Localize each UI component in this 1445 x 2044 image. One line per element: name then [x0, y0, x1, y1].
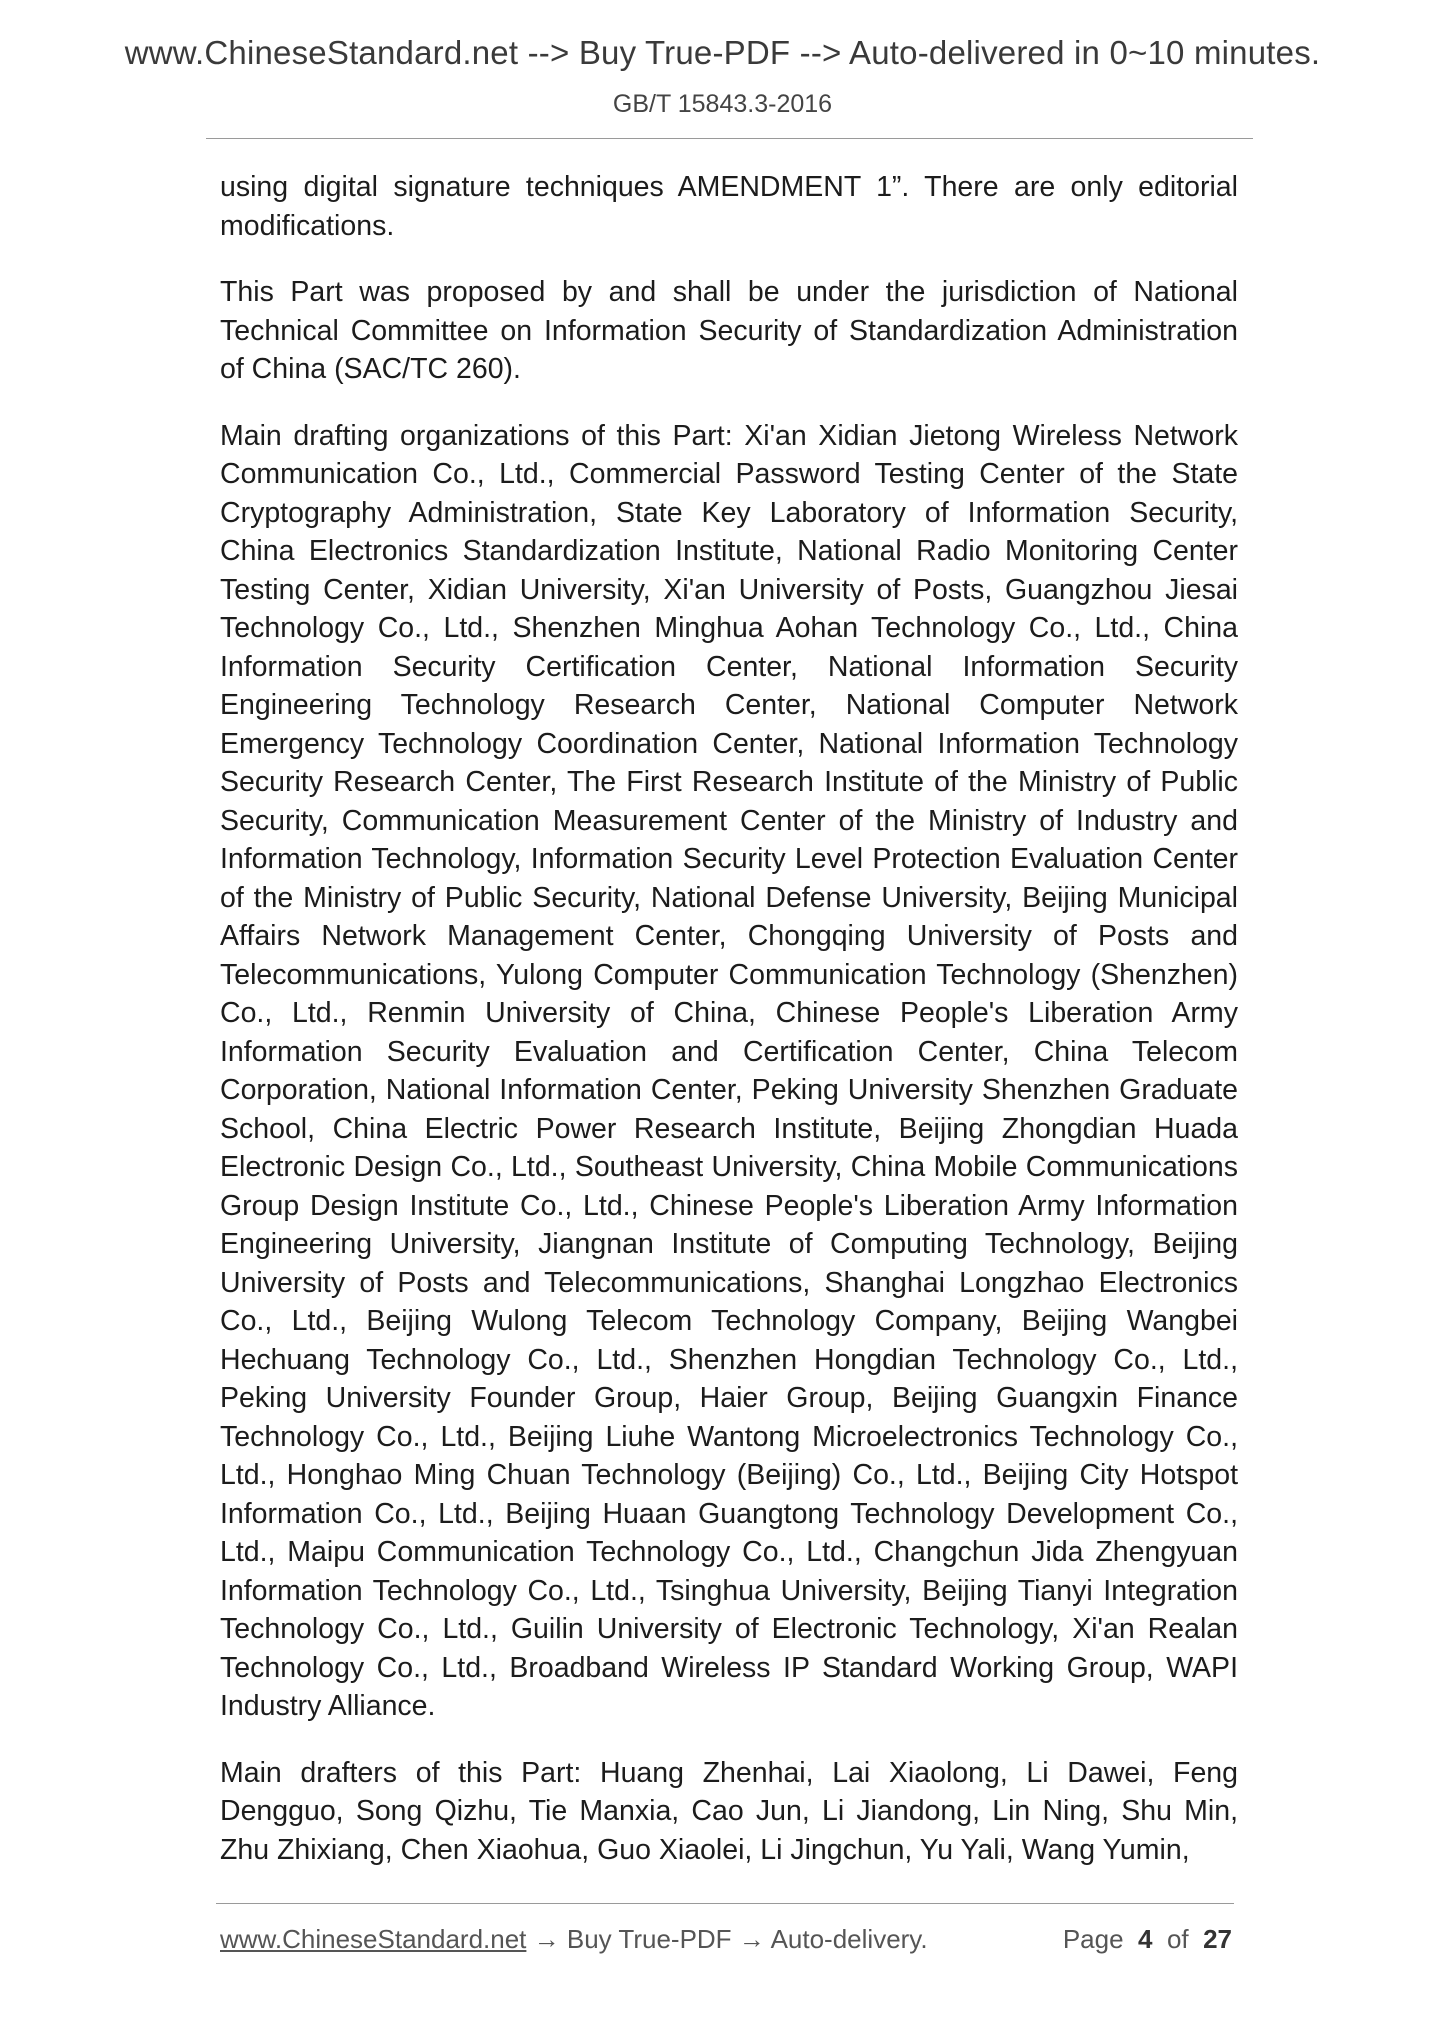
paragraph-jurisdiction: This Part was proposed by and shall be under the jurisdiction of National Technical Committee on Information Security of Standardization Administration of China (SAC/TC 260).: [220, 276, 1238, 385]
standard-code: GB/T 15843.3-2016: [612, 90, 833, 118]
footer-site-link[interactable]: www.ChineseStandard.net: [220, 1924, 527, 1954]
footer-left: [220, 1924, 928, 1955]
paragraph-drafters: Main drafters of this Part: Huang Zhenhai, Lai Xiaolong, Li Dawei, Feng Dengguo, Song Qizhu, Tie Manxia, Cao Jun, Li Jiandong, Lin Ning, Shu Min, Zhu Zhixiang, Chen Xiaohua, Guo Xiaolei, Li Jingchun, Yu Yali, Wang Yumin,: [220, 1756, 1238, 1866]
page-current: 4: [1138, 1924, 1153, 1954]
paragraph-amendment-note: using digital signature techniques AMENDMENT 1”. There are only editorial modifications.: [220, 171, 1238, 242]
header-divider: [206, 138, 1253, 139]
page-of-label: of: [1166, 1924, 1189, 1954]
page-label: Page: [1062, 1924, 1124, 1954]
paragraph-drafting-organizations: Main drafting organizations of this Part: Xi'an Xidian Jietong Wireless Network Communication Co., Ltd., Commercial Password Testing Center of the State Cryptography Administration, State Key Laboratory of Information Security, China Electronics Standardization Institute, National Radio Monitoring Center Testing Center, Xidian University, Xi'an University of Posts, Guangzhou Jiesai Technology Co., Ltd., Shenzhen Minghua Aohan Technology Co., Ltd., China Information Security Certification Center, National Information Security Engineering Technology Research Center, National Computer Network Emergency Technology Coordination Center, National Information Technology Security Research Center, The First Research Institute of the Ministry of Public Security, Communication Measurement Center of the Ministry of Industry and Information Technology, Information Security Level Protection Evaluation Center of the Ministry of Public Security, National Defense University, Beijing Municipal Affairs Network Management Center, Chongqing University of Posts and Telecommunications, Yulong Computer Communication Technology (Shenzhen) Co., Ltd., Renmin University of China, Chinese People's Liberation Army Information Security Evaluation and Certification Center, China Telecom Corporation, National Information Center, Peking University Shenzhen Graduate School, China Electric Power Research Institute, Beijing Zhongdian Huada Electronic Design Co., Ltd., Southeast University, China Mobile Communications Group Design Institute Co., Ltd., Chinese People's Liberation Army Information Engineering University, Jiangnan Institute of Computing Technology, Beijing University of Posts and Telecommunications, Shanghai Longzhao Electronics Co., Ltd., Beijing Wulong Telecom Technology Company, Beijing Wangbei Hechuang Technology Co., Ltd., Shenzhen Hongdian Technology Co., Ltd., Peking University Founder Group, Haier Group, Beijing Guangxin Finance Technology Co., Ltd., Beijing Liuhe Wantong Microelectronics Technology Co., Ltd., Honghao Ming Chuan Technology (Beijing) Co., Ltd., Beijing City Hotspot Information Co., Ltd., Beijing Huaan Guangtong Technology Development Co., Ltd., Maipu Communication Technology Co., Ltd., Changchun Jida Zhengyuan Information Technology Co., Ltd., Tsinghua University, Beijing Tianyi Integration Technology Co., Ltd., Guilin University of Electronic Technology, Xi'an Realan Technology Co., Ltd., Broadband Wireless IP Standard Working Group, WAPI Industry Alliance.: [220, 419, 1238, 1722]
page-footer: [220, 1924, 1232, 1955]
footer-divider: [216, 1903, 1234, 1904]
page-total: 27: [1203, 1924, 1232, 1954]
document-body: [220, 168, 1238, 1897]
page-indicator: [1063, 1924, 1232, 1955]
footer-tagline: → Buy True-PDF → Auto-delivery.: [526, 1924, 928, 1954]
top-banner[interactable]: www.ChineseStandard.net --> Buy True-PDF --> Auto-delivered in 0~10 minutes.: [124, 34, 1321, 71]
